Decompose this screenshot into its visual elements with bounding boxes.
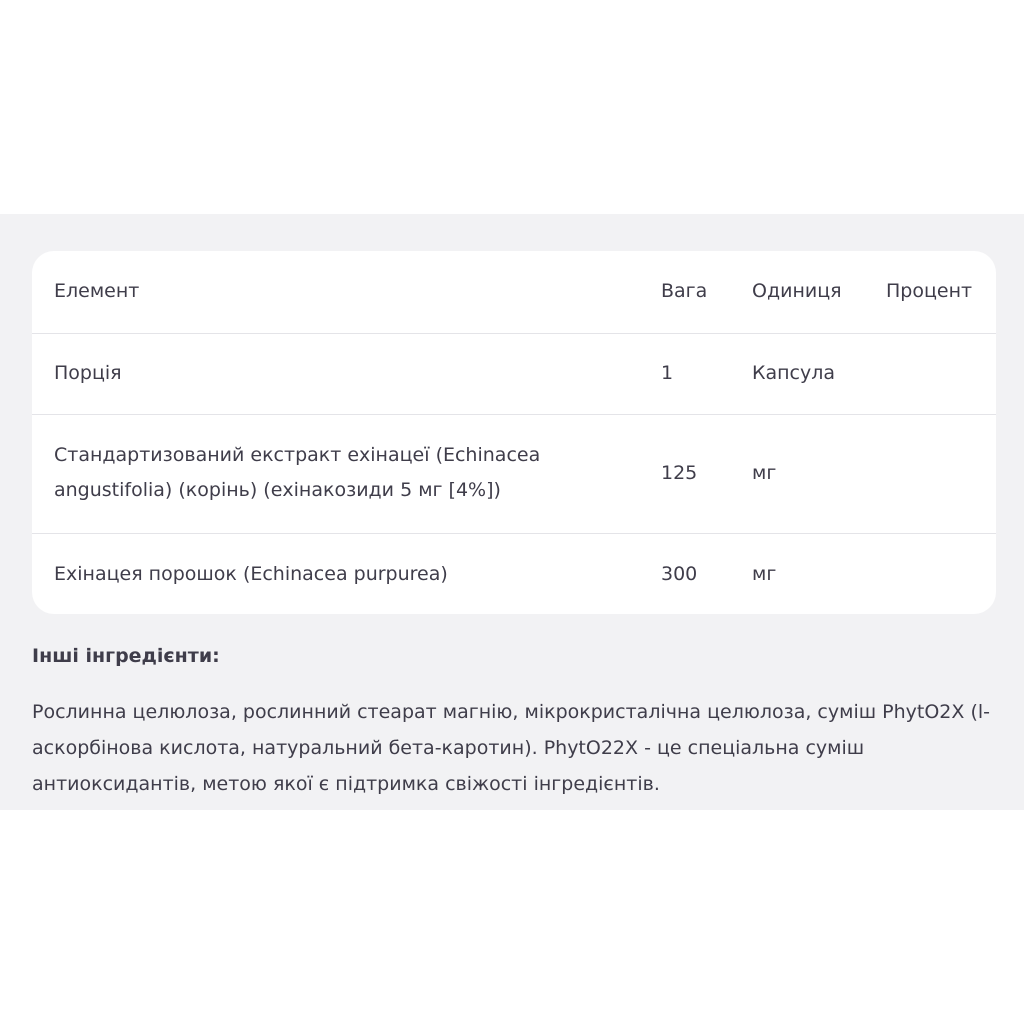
- table-row: [32, 534, 996, 614]
- row-element: Ехінацея порошок (Echinacea purpurea): [54, 563, 448, 585]
- other-ingredients-text: Рослинна целюлоза, рослинний стеарат магнію, мікрокристалічна целюлоза, суміш PhytO2X (l-аскорбінова кислота, натуральний бета-каротин). PhytO22X - це спеціальна суміш антиоксидантів, метою якої є підтримка свіжості інгредієнтів.: [32, 701, 990, 795]
- table-row: [32, 333, 996, 415]
- header-weight: Вага: [661, 280, 708, 302]
- supplement-facts-panel: [0, 214, 1024, 810]
- ingredients-table: [32, 251, 996, 614]
- header-element: Елемент: [54, 280, 140, 302]
- row-unit: Капсула: [752, 362, 836, 384]
- row-weight: 1: [661, 362, 674, 384]
- row-weight: 300: [661, 563, 698, 585]
- row-unit: мг: [752, 462, 777, 484]
- table-header-row: [32, 251, 996, 334]
- table-row: [32, 415, 996, 534]
- row-element: Стандартизований екстракт ехінацеї (Echinacea angustifolia) (корінь) (ехінакозиди 5 мг [4%]): [54, 444, 541, 501]
- row-weight: 125: [661, 462, 698, 484]
- row-unit: мг: [752, 563, 777, 585]
- header-percent: Процент: [886, 280, 973, 302]
- row-element: Порція: [54, 362, 122, 384]
- other-ingredients-title: Інші інгредієнти:: [32, 645, 220, 667]
- header-unit: Одиниця: [752, 280, 842, 302]
